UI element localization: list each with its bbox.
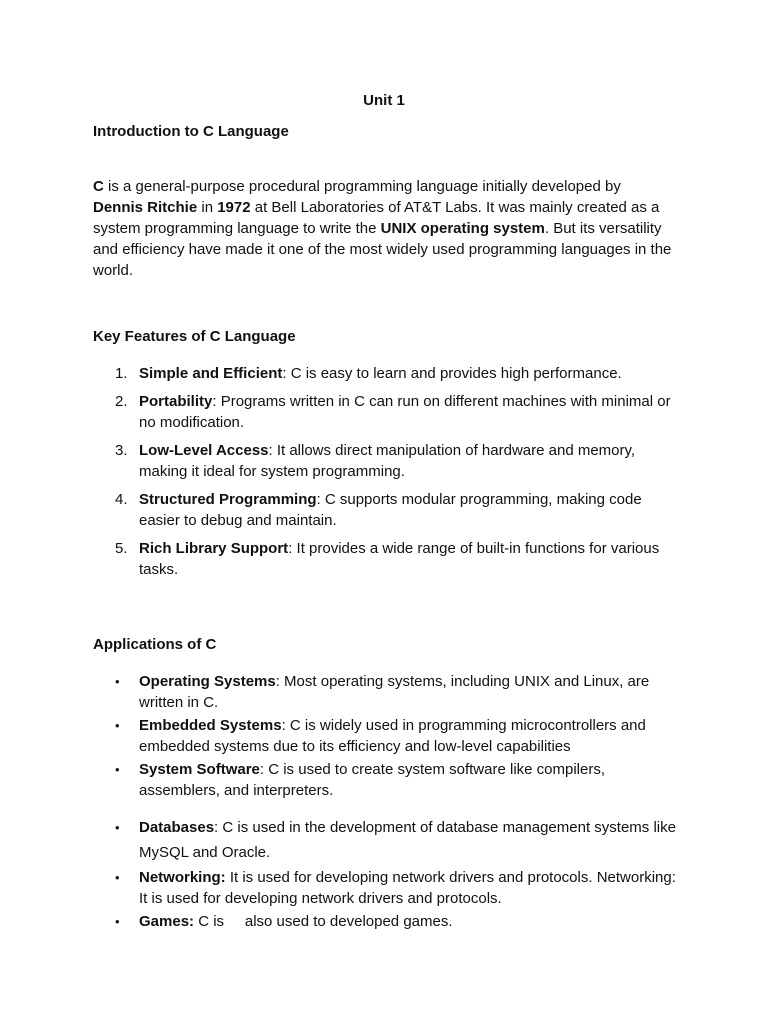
feature-term: Low-Level Access	[139, 442, 269, 459]
feature-item	[93, 391, 683, 433]
intro-author: Dennis Ritchie	[93, 199, 198, 216]
intro-paragraph	[93, 176, 673, 281]
feature-number: 2.	[115, 393, 128, 410]
bullet-icon: •	[115, 674, 120, 689]
application-term: Operating Systems	[139, 673, 276, 690]
application-desc: : Most operating systems, including UNIX and Linux, are written in C.	[139, 673, 650, 711]
feature-desc: : It allows direct manipulation of hardware and memory, making it ideal for system programming.	[139, 442, 636, 480]
application-item	[93, 911, 683, 932]
applications-list	[93, 671, 683, 934]
application-desc: : C is used to create system software like compilers, assemblers, and interpreters.	[139, 761, 606, 799]
feature-desc: : C supports modular programming, making code easier to debug and maintain.	[139, 491, 642, 529]
application-term: System Software	[139, 761, 260, 778]
bullet-icon: •	[115, 914, 120, 929]
unit-title: Unit 1	[363, 92, 405, 109]
bullet-icon: •	[115, 762, 120, 777]
application-item	[93, 671, 683, 713]
application-item	[93, 715, 683, 757]
feature-term: Structured Programming	[139, 491, 317, 508]
application-desc: C is also used to developed games.	[194, 913, 453, 930]
feature-number: 1.	[115, 365, 128, 382]
feature-desc: : Programs written in C can run on different machines with minimal or no modification.	[139, 393, 671, 431]
feature-term: Rich Library Support	[139, 540, 289, 557]
application-desc: : C is widely used in programming microcontrollers and embedded systems due to its efficiency and low-level capabilities	[139, 717, 646, 755]
intro-year: 1972	[217, 199, 251, 216]
bullet-icon: •	[115, 820, 120, 835]
feature-item	[93, 489, 683, 531]
intro-c: C	[93, 178, 104, 195]
application-item	[93, 815, 683, 865]
application-term: Games:	[139, 913, 195, 930]
application-item	[93, 867, 683, 909]
feature-term: Simple and Efficient	[139, 365, 283, 382]
intro-text-1: is a general-purpose procedural programming language initially developed by	[103, 178, 621, 195]
application-term: Embedded Systems	[139, 717, 282, 734]
feature-number: 3.	[115, 442, 128, 459]
intro-text-4: . But its versatility and efficiency have made it one of the most widely used programming languages in the world.	[93, 220, 672, 279]
features-heading: Key Features of C Language	[93, 328, 296, 345]
application-desc: It is used for developing network drivers and protocols. Networking: It is used for developing network drivers and protocols.	[139, 869, 676, 907]
application-term: Networking:	[139, 869, 226, 886]
bullet-icon: •	[115, 870, 120, 885]
application-desc: : C is used in the development of database management systems like MySQL and Oracle.	[139, 819, 676, 861]
feature-item	[93, 363, 683, 384]
applications-heading: Applications of C	[93, 636, 217, 653]
intro-text-3: at Bell Laboratories of AT&T Labs. It was mainly created as a system programming language to write the	[93, 199, 660, 237]
feature-item	[93, 440, 683, 482]
feature-number: 5.	[115, 540, 128, 557]
intro-text-2: in	[197, 199, 218, 216]
feature-desc: : C is easy to learn and provides high performance.	[282, 365, 622, 382]
intro-unix: UNIX operating system	[380, 220, 545, 237]
intro-heading: Introduction to C Language	[93, 123, 289, 140]
feature-desc: : It provides a wide range of built-in functions for various tasks.	[139, 540, 660, 578]
application-term: Databases	[139, 819, 215, 836]
feature-item	[93, 538, 683, 580]
feature-number: 4.	[115, 491, 128, 508]
bullet-icon: •	[115, 718, 120, 733]
feature-term: Portability	[139, 393, 213, 410]
application-item	[93, 759, 683, 801]
features-list	[93, 363, 683, 587]
